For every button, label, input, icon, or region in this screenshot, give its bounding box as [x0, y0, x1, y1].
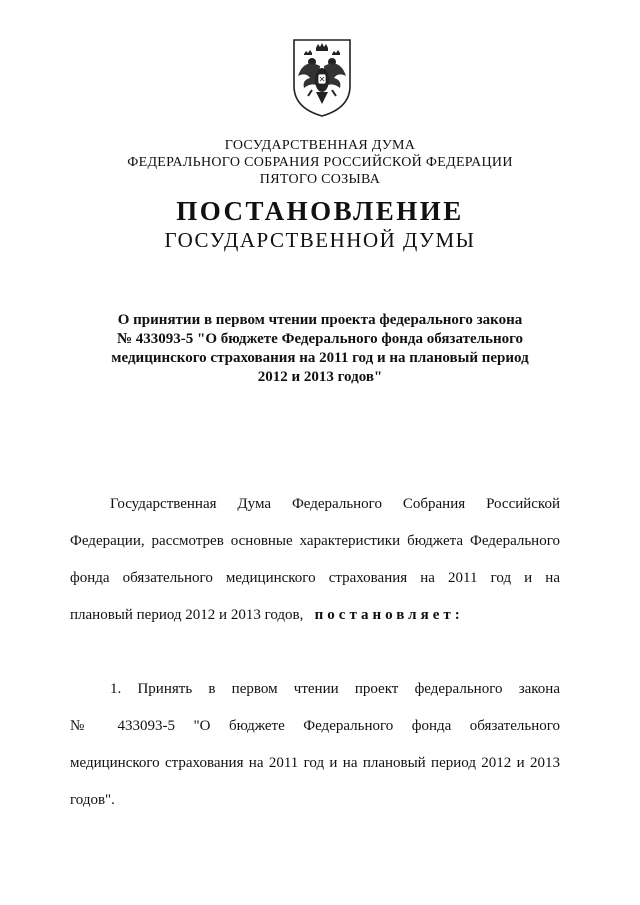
item-1-line-2: № 433093-5 "О бюджете Федерального фонда обязательного: [70, 718, 560, 734]
coat-of-arms-icon: [290, 36, 354, 120]
preamble-line-3: фонда обязательного медицинского страхования на 2011 год и на: [70, 570, 560, 586]
subject-line-3: медицинского страхования на 2011 год и на плановый период: [111, 350, 529, 366]
resolves-keyword: постановляет:: [314, 607, 464, 623]
preamble-line-4: [70, 605, 560, 642]
resolution-subject: [80, 311, 560, 387]
subject-line-4: 2012 и 2013 годов": [257, 369, 383, 385]
preamble-paragraph: [70, 494, 560, 642]
issuer-line-1: ГОСУДАРСТВЕННАЯ ДУМА: [224, 138, 416, 153]
subject-line-2: № 433093-5 "О бюджете Федерального фонда обязательного: [116, 331, 524, 347]
preamble-line-1: Государственная Дума Федерального Собрания Российской: [110, 496, 560, 512]
document-subtitle: ГОСУДАРСТВЕННОЙ ДУМЫ: [164, 228, 476, 252]
subject-line-1: О принятии в первом чтении проекта федерального закона: [117, 312, 523, 328]
item-1-line-4: годов".: [70, 792, 115, 808]
item-1-line-1: 1. Принять в первом чтении проект федерального закона: [110, 681, 560, 697]
item-1-line-3: медицинского страхования на 2011 год и на плановый период 2012 и 2013: [70, 755, 560, 771]
item-1-paragraph: [70, 679, 560, 827]
preamble-line-2: Федерации, рассмотрев основные характеристики бюджета Федерального: [70, 533, 560, 549]
issuer-line-3: ПЯТОГО СОЗЫВА: [259, 172, 381, 187]
preamble-line-4-text: плановый период 2012 и 2013 годов,: [70, 607, 304, 623]
issuer-line-2: ФЕДЕРАЛЬНОГО СОБРАНИЯ РОССИЙСКОЙ ФЕДЕРАЦИИ: [127, 155, 513, 170]
document-header: [0, 137, 640, 188]
document-title: ПОСТАНОВЛЕНИЕ: [176, 196, 464, 226]
